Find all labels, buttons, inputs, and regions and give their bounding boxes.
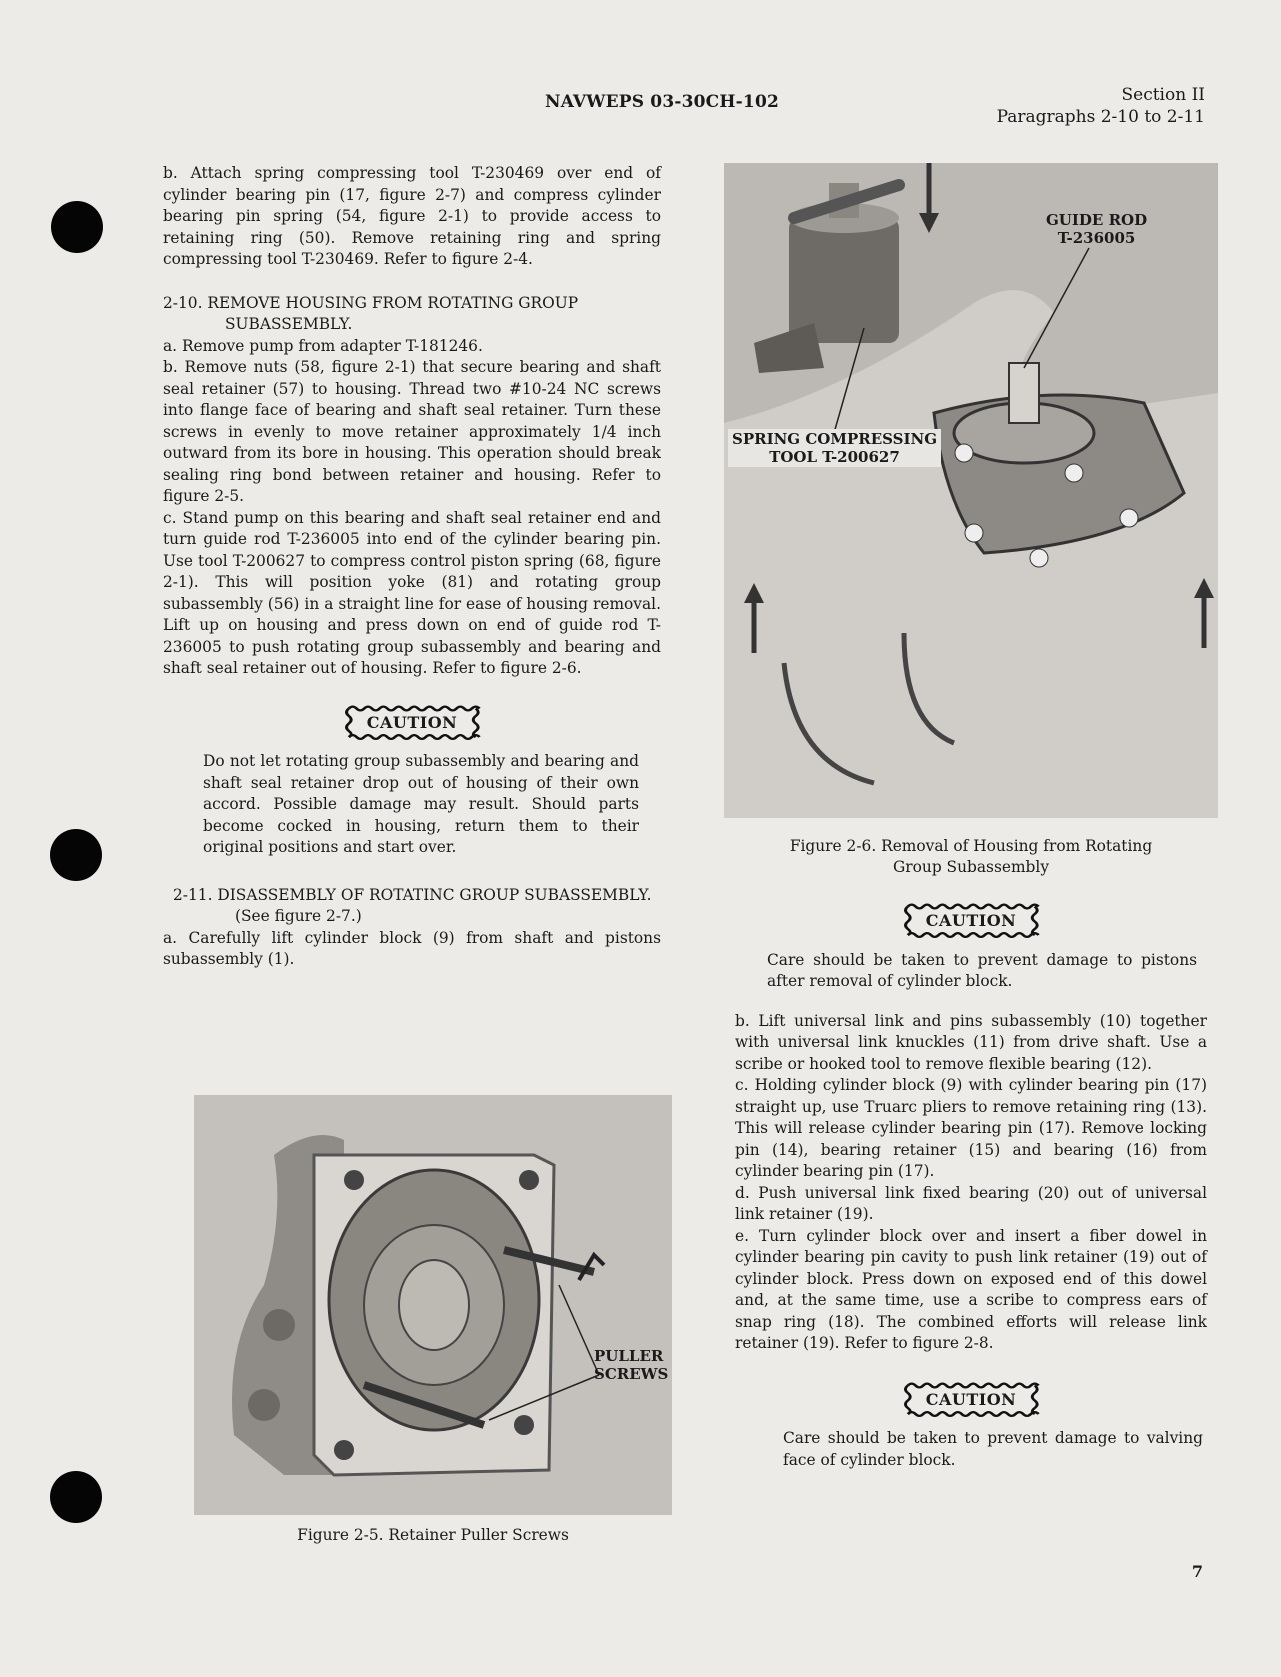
callout-tool-line1: SPRING COMPRESSING [732,430,937,448]
figure-2-5-caption: Figure 2-5. Retainer Puller Screws [297,1526,569,1544]
section-reference [997,84,1205,128]
figure-2-5-photo [194,1095,672,1515]
caution-box-3 [735,1381,1207,1419]
heading-2-10: 2-10. REMOVE HOUSING FROM ROTATING GROUP SUBASSEMBLY. [163,293,579,333]
callout-guide-rod-line2: T-236005 [1057,229,1136,247]
heading-2-11: 2-11. DISASSEMBLY OF ROTATINC GROUP SUBASSEMBLY. (See figure 2-7.) [173,885,652,925]
callout-puller-screws: PULLER SCREWS [594,1347,669,1383]
caution-box-2 [735,902,1207,940]
caution-text-3: Care should be taken to prevent damage to valving face of cylinder block. [783,1429,1203,1469]
step-2-11-d: d. Push universal link fixed bearing (20) out of universal link retainer (19). [735,1183,1207,1223]
step-2-10-a: a. Remove pump from adapter T-181246. [163,336,483,355]
caution-badge [904,902,1039,940]
caution-badge [345,704,480,742]
caution-text-2: Care should be taken to prevent damage to pistons after removal of cylinder block. [767,950,1197,990]
caution-badge [904,1381,1039,1419]
step-b-spring-tool: b. Attach spring compressing tool T-230469 over end of cylinder bearing pin (17, figure 2-7) and compress cylinder bearing pin spring (54, figure 2-1) to provide access to retaining ring (50). Remove retaining ring and spring compressing tool T-230469. Refer to figure 2-4. [163,164,661,268]
caution-label: CAUTION [925,1389,1017,1409]
housing-removal-photo-icon [724,163,1218,818]
caution-text-1: Do not let rotating group subassembly and bearing and shaft seal retainer drop out of housing of their own accord. Possible damage may result. Should parts become cocked in housing, return them to their original positions and start over. [203,752,639,856]
figure-2-6-caption [724,836,1218,878]
step-2-10-b: b. Remove nuts (58, figure 2-1) that secure bearing and shaft seal retainer (57) to housing. Thread two #10-24 NC screws into flange face of bearing and shaft seal retainer. Turn these screws in evenly to move retainer approximately 1/4 inch outward from its bore in housing. This operation should break sealing ring bond between retainer and housing. Refer to figure 2-5. [163,358,661,505]
step-2-11-b: b. Lift universal link and pins subassembly (10) together with universal link knuckles (11) from drive shaft. Use a scribe or hooked tool to remove flexible bearing (12). [735,1011,1207,1073]
figure-2-6-caption-line2: Group Subassembly [892,858,1050,876]
figure-2-6-caption-line1: Figure 2-6. Removal of Housing from Rotating [789,837,1153,855]
caution-box-1 [163,704,661,742]
binder-hole-top [51,201,103,253]
document-number: NAVWEPS 03-30CH-102 [545,92,780,112]
paragraphs-label: Paragraphs 2-10 to 2-11 [996,107,1205,127]
step-2-11-a: a. Carefully lift cylinder block (9) from shaft and pistons subassembly (1). [163,928,661,968]
caution-label: CAUTION [925,911,1017,930]
pump-retainer-photo-icon [194,1095,672,1515]
binder-hole-bottom [50,1471,102,1523]
callout-spring-compressing-tool [728,429,941,467]
step-2-11-e: e. Turn cylinder block over and insert a fiber dowel in cylinder bearing pin cavity to push link retainer (19) out of cylinder block. Press down on exposed end of this dowel and, at the same time, use a scribe to compress ears of snap ring (18). The combined efforts will release link retainer (19). Refer to figure 2-8. [735,1226,1207,1352]
callout-guide-rod [1046,211,1147,247]
caution-label: CAUTION [366,712,458,732]
left-column [163,163,661,971]
step-2-10-c: c. Stand pump on this bearing and shaft seal retainer end and turn guide rod T-236005 into end of the cylinder bearing pin. Use tool T-200627 to compress control piston spring (68, figure 2-1). This will position yoke (81) and rotating group subassembly (56) in a straight line for ease of housing removal. Lift up on housing and press down on end of guide rod T-236005 to push rotating group subassembly and bearing and shaft seal retainer out of housing. Refer to figure 2-6. [163,508,661,677]
step-2-11-c: c. Holding cylinder block (9) with cylinder bearing pin (17) straight up, use Truarc pliers to remove retaining ring (13). This will release cylinder bearing pin (17). Remove locking pin (14), bearing retainer (15) and bearing (16) from cylinder bearing pin (17). [735,1076,1207,1180]
right-column [735,898,1207,1471]
callout-guide-rod-line1: GUIDE ROD [1046,211,1148,229]
page-number: 7 [1191,1562,1203,1581]
figure-2-6-photo [724,163,1218,818]
callout-tool-line2: TOOL T-200627 [769,448,900,466]
binder-hole-middle [50,829,102,881]
section-label: Section II [1121,85,1205,105]
